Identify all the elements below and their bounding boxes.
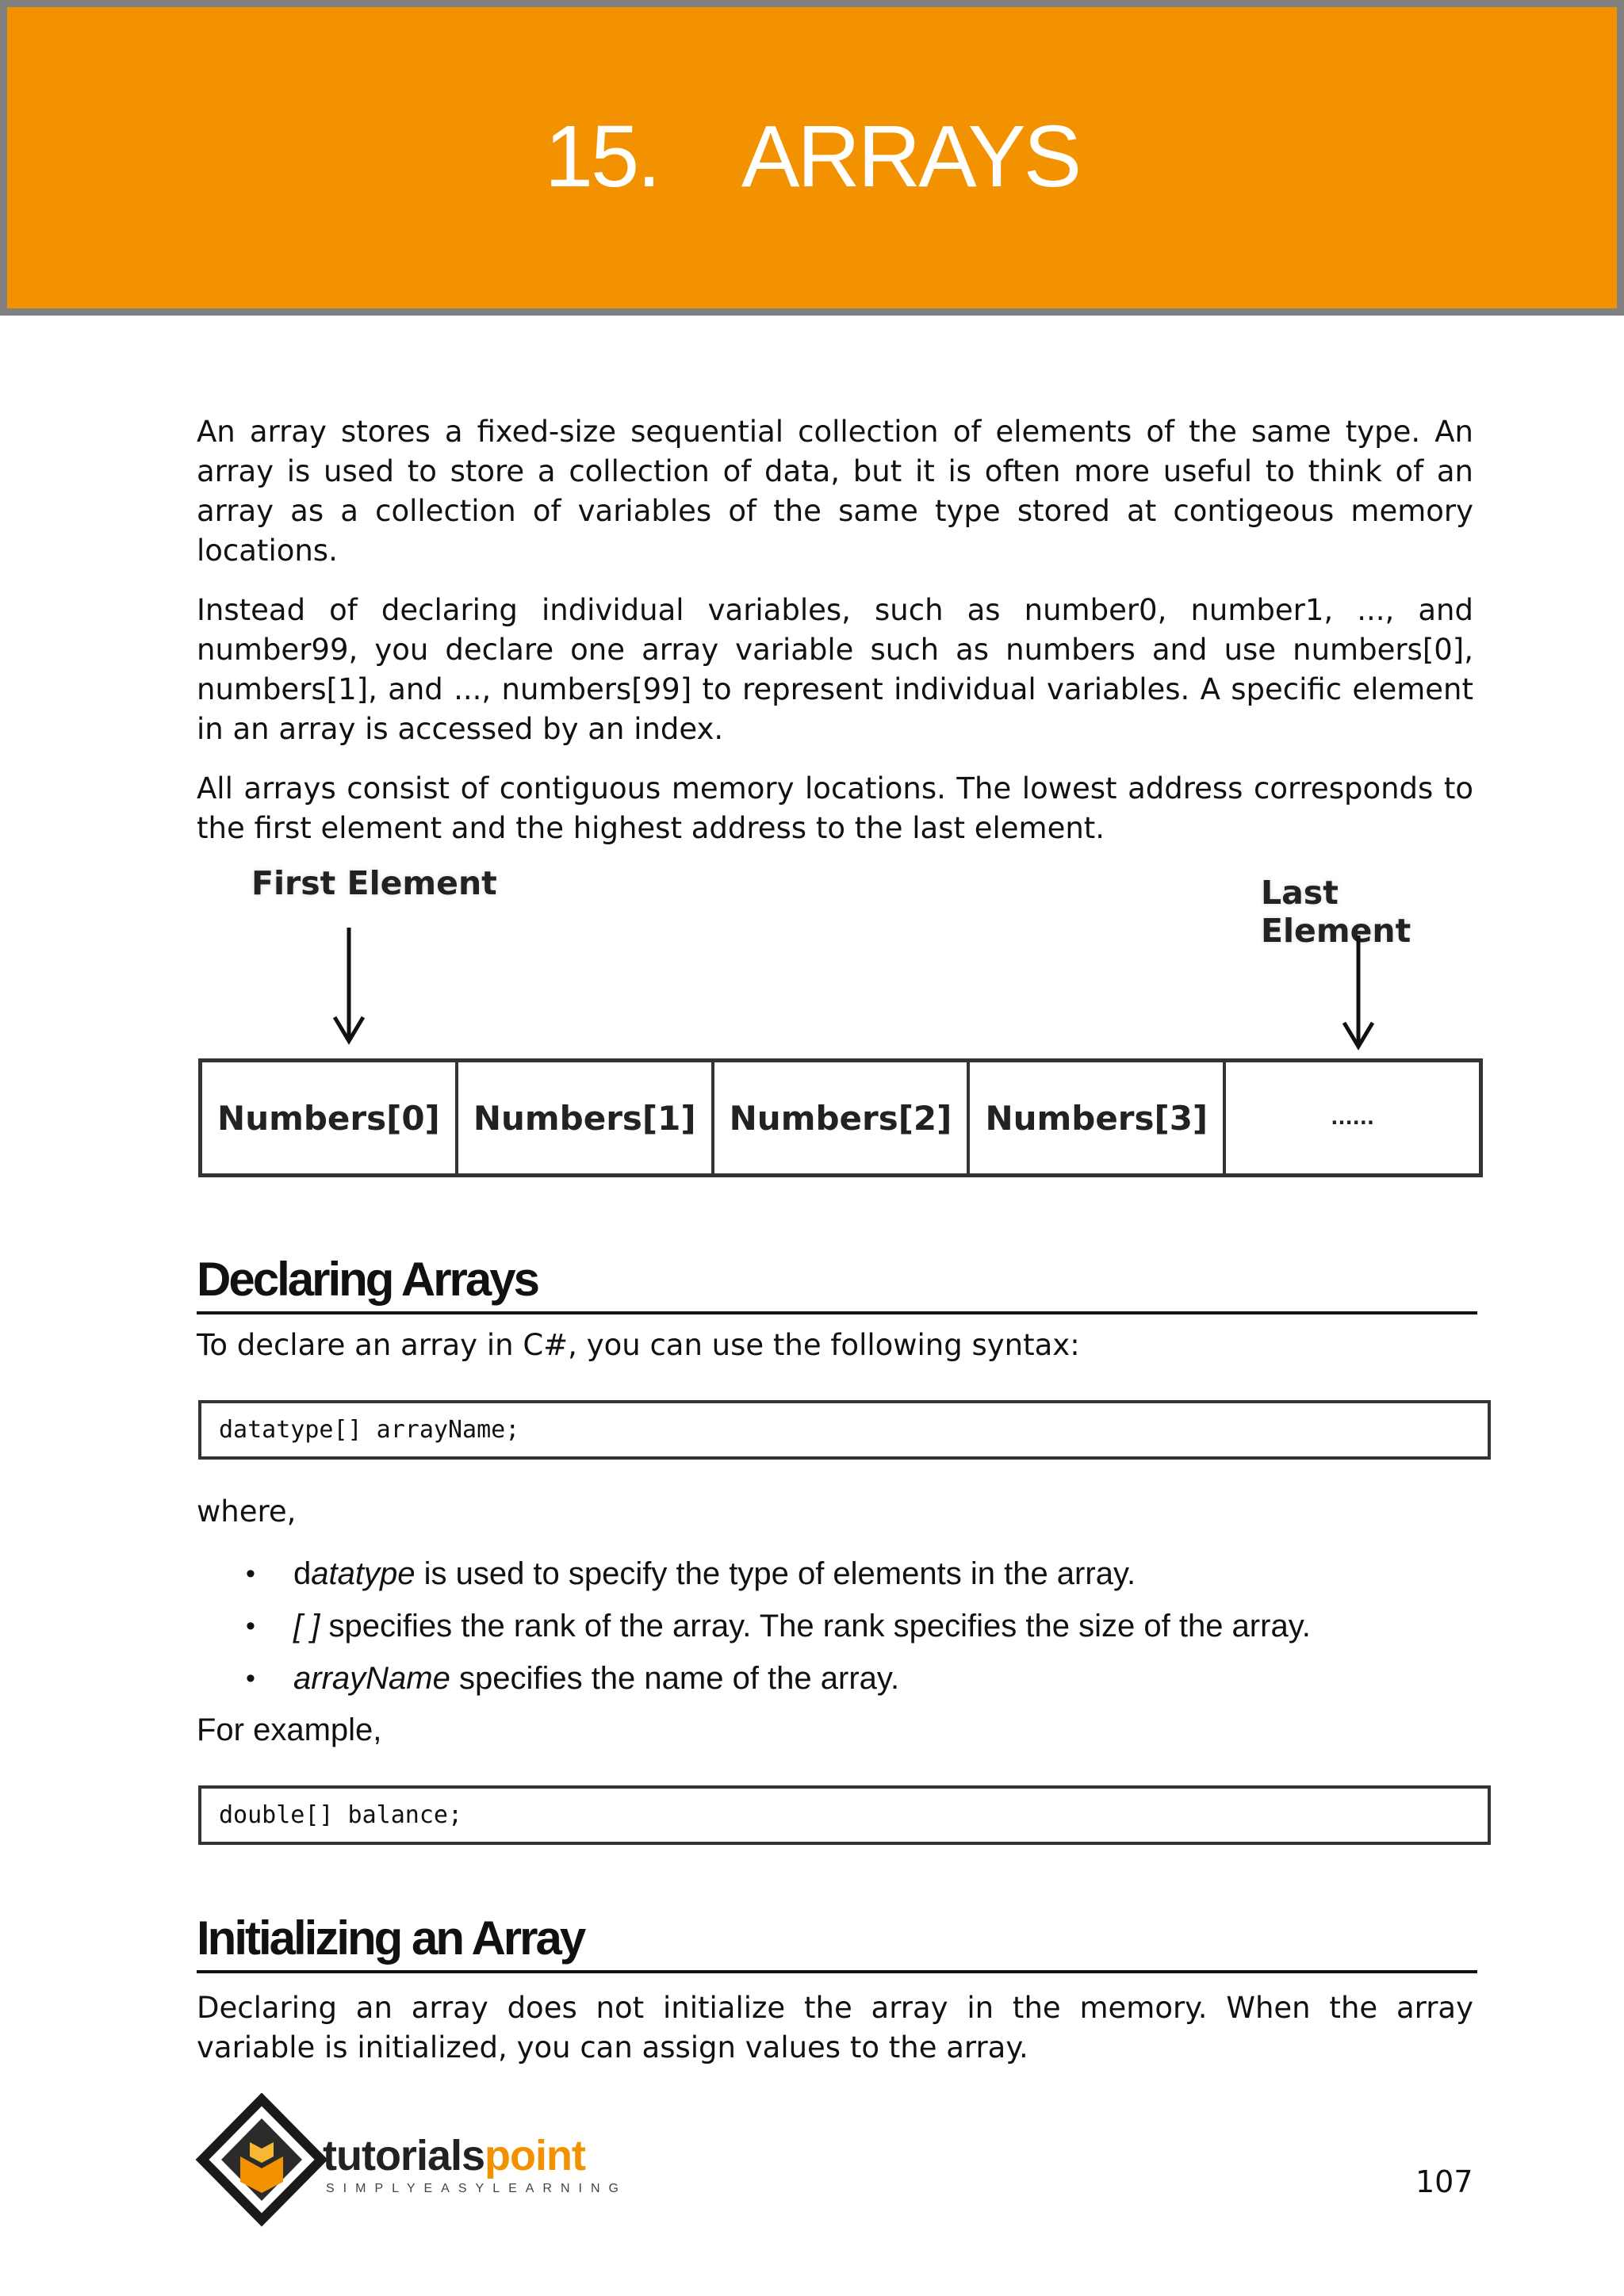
last-element-label: Last Element [1261,874,1411,950]
initializing-array-heading: Initializing an Array [197,1907,1477,1973]
logo-diamond-icon [194,2093,329,2232]
array-cell-3: Numbers[3] [970,1062,1226,1173]
where-label: where, [197,1494,297,1529]
intro-paragraph-3: All arrays consist of contiguous memory locations. The lowest address corresponds to the first element and the highest address to the last element. [197,771,1473,845]
logo-tagline: SIMPLYEASYLEARNING [326,2182,627,2195]
arrows [194,860,1487,1066]
last-element-arrow-icon [1344,936,1373,1047]
syntax-bullet-list [238,1554,1311,1711]
example-label: For example, [197,1712,382,1747]
intro-paragraph-2: Instead of declaring individual variables, such as number0, number1, ..., and number99, you declare one array variable such as numbers and use numbers[0], numbers[1], and ..., numbers[99] to represent individual variables. A specific element in an array is accessed by an index. [197,593,1473,746]
bullet-rank: • [ ] specifies the rank of the array. The rank specifies the size of the array. [238,1606,1311,1659]
chapter-title: 15. ARRAYS [544,108,1080,205]
example-code-block: double[] balance; [198,1785,1491,1845]
bullet-arrayname: • arrayName specifies the name of the array. [238,1659,1311,1711]
array-cell-1: Numbers[1] [458,1062,714,1173]
array-cell-ellipsis: ...... [1331,1107,1374,1129]
array-cell-0: Numbers[0] [202,1062,458,1173]
first-element-label: First Element [251,864,497,902]
intro-paragraph-1: An array stores a fixed-size sequential collection of elements of the same type. An array is used to store a collection of data, but it is often more useful to think of an array as a collection of variables of the same type stored at contigeous memory locations. [197,415,1473,568]
logo-wordmark: tutorialspoint [323,2132,585,2179]
array-cells [198,1058,1483,1177]
declaring-arrays-heading: Declaring Arrays [197,1248,1477,1314]
page-number: 107 [1415,2164,1473,2199]
array-cell-2: Numbers[2] [714,1062,971,1173]
first-element-arrow-icon [335,928,363,1041]
tutorialspoint-logo [194,2093,646,2232]
initializing-paragraph: Declaring an array does not initialize the array in the memory. When the array variable is initialized, you can assign values to the array. [197,1991,1473,2064]
array-memory-diagram [194,860,1487,1185]
chapter-banner [0,0,1624,316]
bullet-datatype: • datatype is used to specify the type of elements in the array. [238,1554,1311,1606]
syntax-code-block: datatype[] arrayName; [198,1400,1491,1460]
declaring-intro: To declare an array in C#, you can use the following syntax: [197,1328,1080,1362]
